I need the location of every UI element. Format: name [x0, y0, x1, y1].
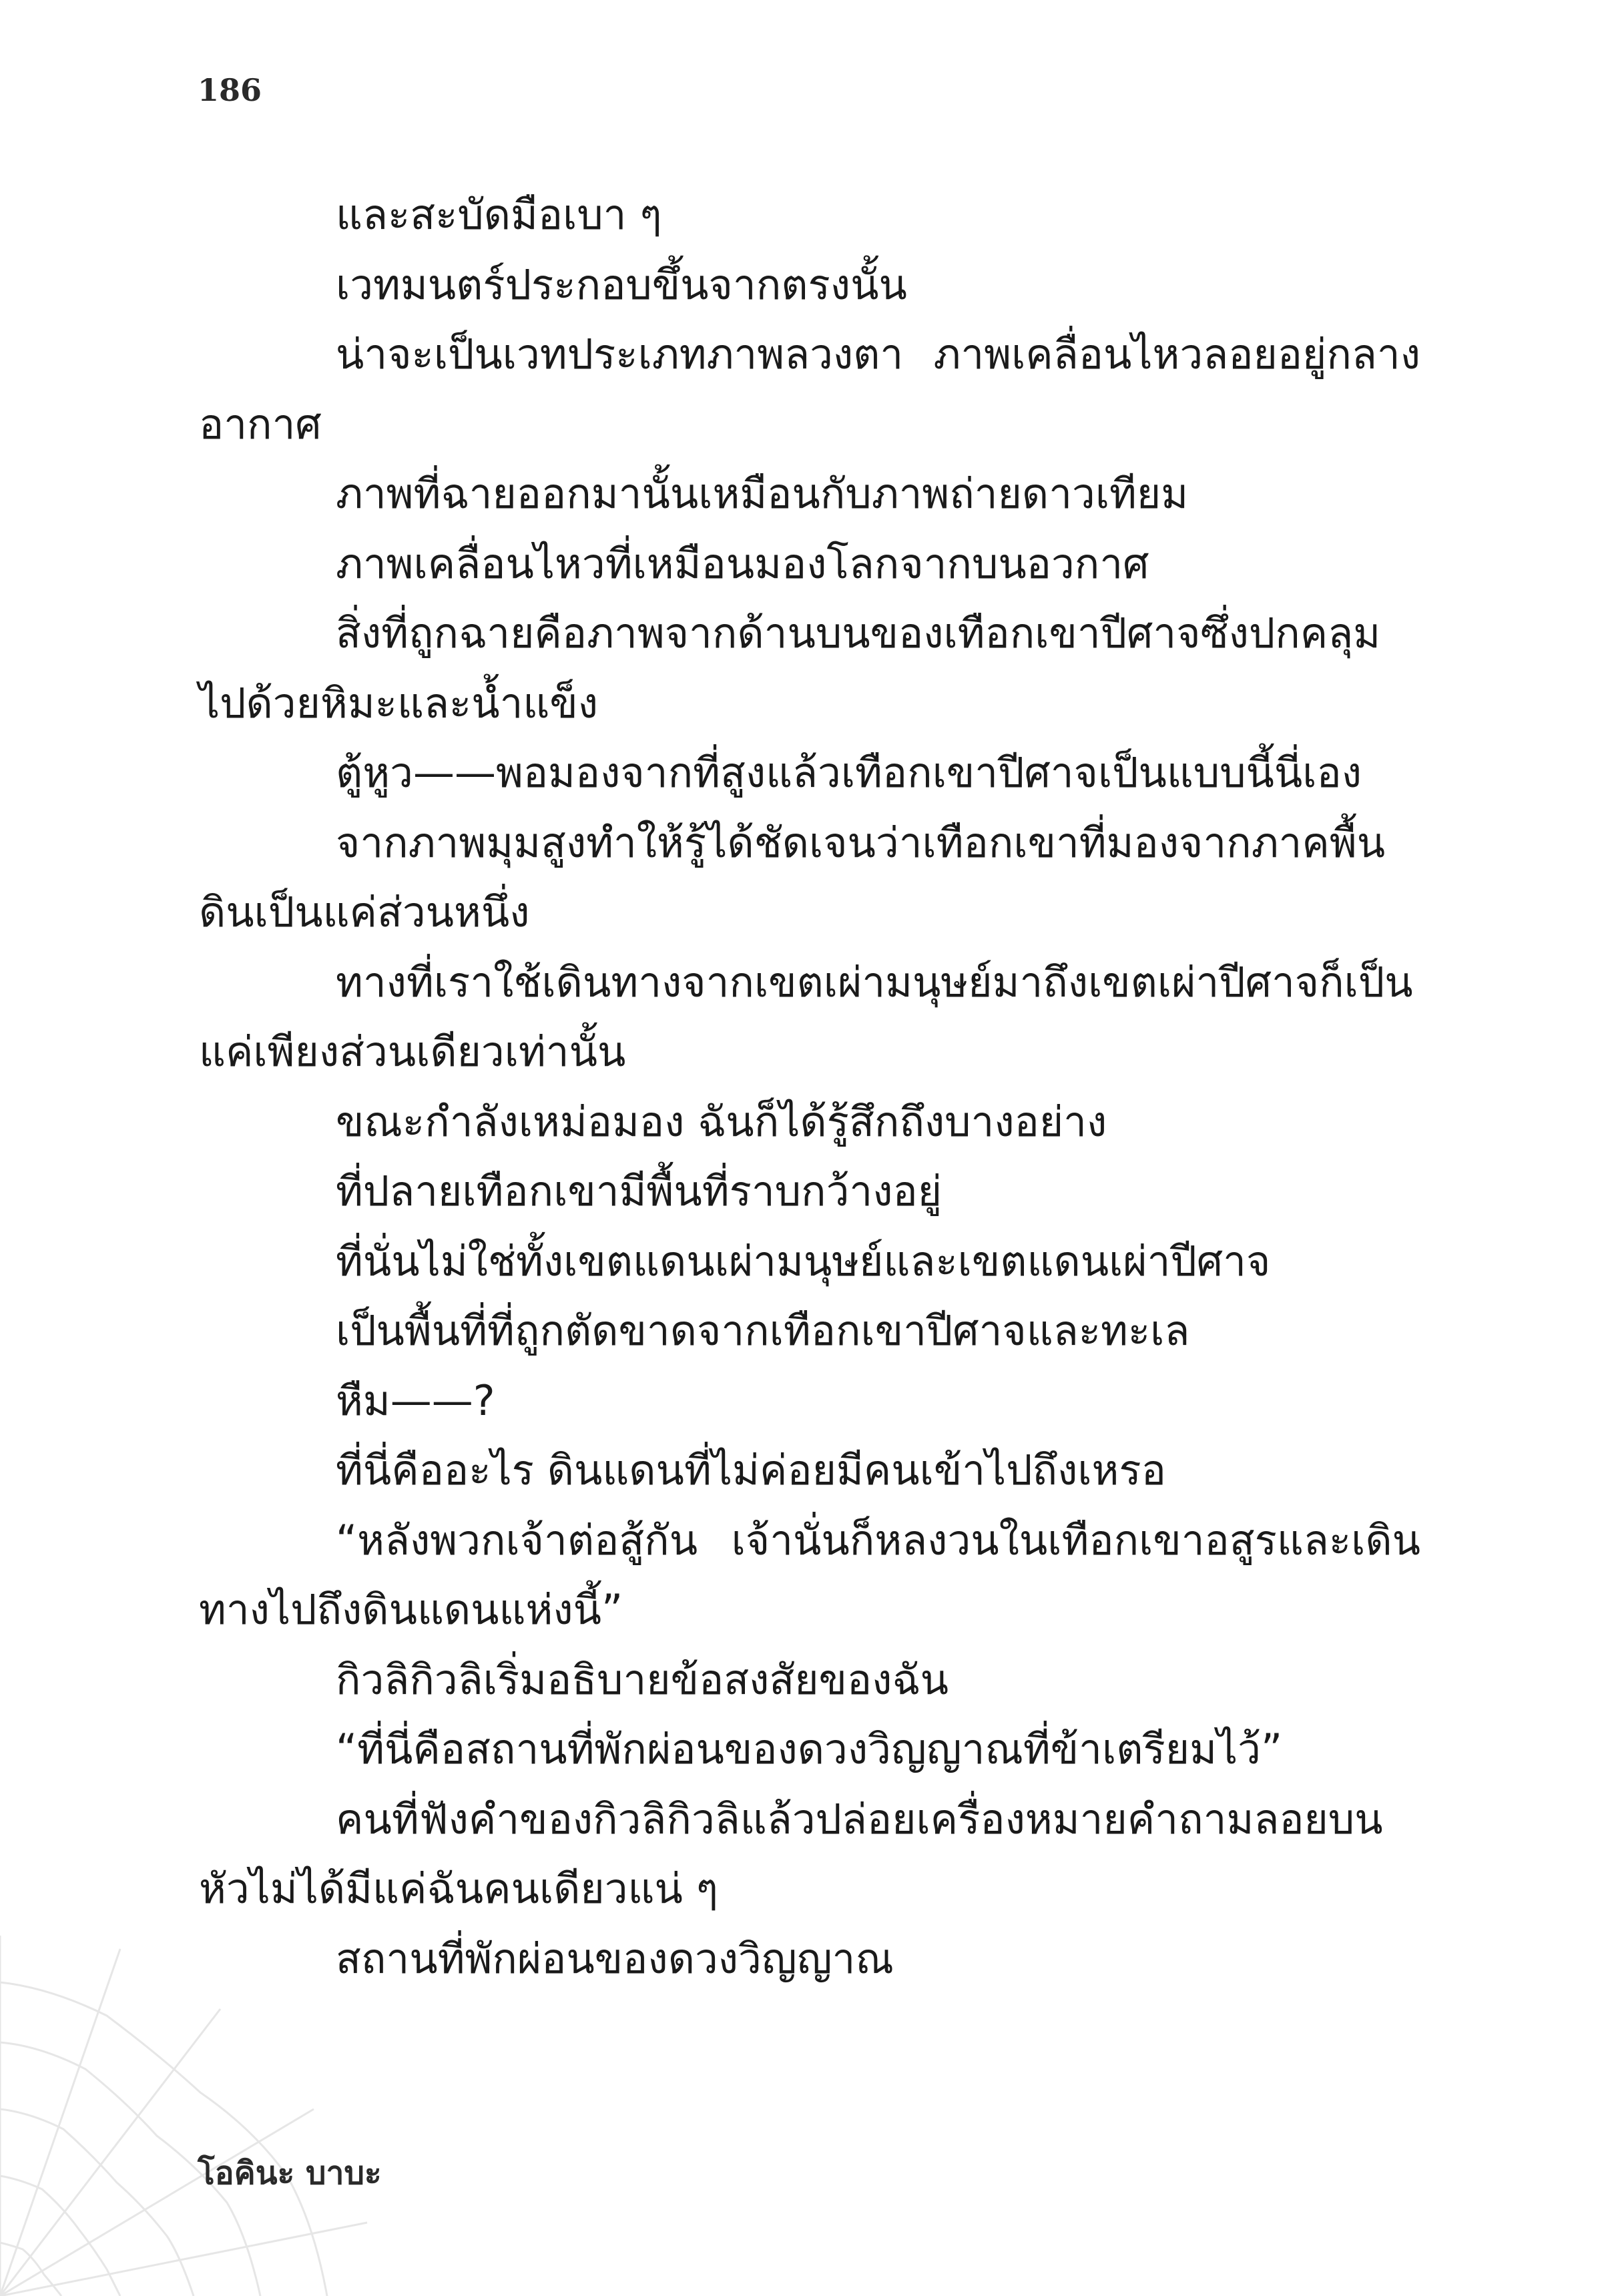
- paragraph: จากภาพมุมสูงทำให้รู้ได้ชัดเจนว่าเทือกเขาที่มองจากภาคพื้นดินเป็นแค่ส่วนหนึ่ง: [199, 818, 1386, 936]
- paragraph: หืม——?: [336, 1376, 495, 1425]
- paragraph: สิ่งที่ถูกฉายคือภาพจากด้านบนของเทือกเขาปีศาจซึ่งปกคลุมไปด้วยหิมะและน้ำแข็ง: [199, 609, 1381, 728]
- page-number: 186: [198, 72, 262, 108]
- paragraph: เวทมนตร์ประกอบขึ้นจากตรงนั้น: [336, 260, 907, 309]
- paragraph: ภาพที่ฉายออกมานั้นเหมือนกับภาพถ่ายดาวเทียม: [336, 469, 1189, 518]
- paragraph: คนที่ฟังคำของกิวลิกิวลิแล้วปล่อยเครื่องหมายคำถามลอยบนหัวไม่ได้มีแค่ฉันคนเดียวแน่ ๆ: [199, 1794, 1383, 1913]
- paragraph: เป็นพื้นที่ที่ถูกตัดขาดจากเทือกเขาปีศาจและทะเล: [336, 1306, 1190, 1355]
- paragraph: “ที่นี่คือสถานที่พักผ่อนของดวงวิญญาณที่ข้าเตรียมไว้”: [336, 1725, 1283, 1773]
- paragraph: ทางที่เราใช้เดินทางจากเขตเผ่ามนุษย์มาถึงเขตเผ่าปีศาจก็เป็นแค่เพียงส่วนเดียวเท่านั้น: [199, 957, 1413, 1076]
- footer-author: โอคินะ บาบะ: [198, 2155, 382, 2192]
- paragraph: ภาพเคลื่อนไหวที่เหมือนมองโลกจากบนอวกาศ: [336, 539, 1149, 588]
- paragraph: น่าจะเป็นเวทประเภทภาพลวงตา ภาพเคลื่อนไหวลอยอยู่กลางอากาศ: [199, 330, 1420, 449]
- paragraph: ที่ปลายเทือกเขามีพื้นที่ราบกว้างอยู่: [336, 1167, 943, 1215]
- paragraph: และสะบัดมือเบา ๆ: [336, 190, 662, 239]
- paragraph: ขณะกำลังเหม่อมอง ฉันก็ได้รู้สึกถึงบางอย่าง: [336, 1097, 1107, 1146]
- paragraph: ตู้หูว——พอมองจากที่สูงแล้วเทือกเขาปีศาจเป็นแบบนี้นี่เอง: [336, 748, 1362, 797]
- paragraph: สถานที่พักผ่อนของดวงวิญญาณ: [336, 1934, 894, 1983]
- paragraph: ที่นี่คืออะไร ดินแดนที่ไม่ค่อยมีคนเข้าไปถึงเหรอ: [336, 1446, 1166, 1494]
- body-text: [199, 180, 1420, 1994]
- paragraph: ที่นั่นไม่ใช่ทั้งเขตแดนเผ่ามนุษย์และเขตแดนเผ่าปีศาจ: [336, 1236, 1271, 1285]
- paragraph: กิวลิกิวลิเริ่มอธิบายข้อสงสัยของฉัน: [336, 1655, 949, 1704]
- paragraph: “หลังพวกเจ้าต่อสู้กัน เจ้านั่นก็หลงวนในเทือกเขาอสูรและเดินทางไปถึงดินแดนแห่งนี้”: [199, 1515, 1420, 1634]
- spider-web-icon: [0, 1909, 374, 2296]
